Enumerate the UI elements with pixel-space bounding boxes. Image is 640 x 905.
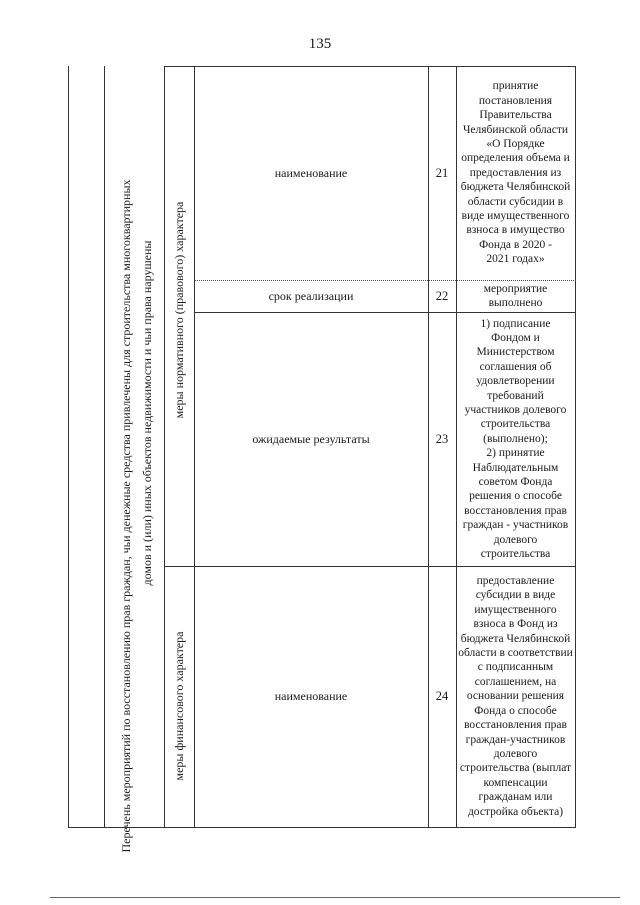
row-24-name: наименование [274, 689, 348, 703]
main-title-line1: Перечень мероприятий по восстановлению прав граждан, чьи денежные средства привлечены для строительства многоквартирных [119, 179, 133, 853]
row-24-description: предоставление субсидии в виде имущественного взноса в Фонд из бюджета Челябинской области в соответствии с подписанным соглашением, на основании решения Фонда о способе восстановления прав граждан-участников долевого строительства (выплат компенсации гражданам или достройка объекта) [458, 575, 573, 818]
row-24-number: 24 [435, 689, 449, 703]
measures-table [68, 66, 576, 853]
section-financial: меры финансового характера [172, 631, 186, 781]
row-23-name: ожидаемые результаты [252, 431, 370, 446]
main-title-line2: домов и (или) иных объектов недвижимости и чьи права нарушены [140, 240, 154, 586]
table-border-right [575, 66, 576, 828]
page-number: 135 [308, 36, 332, 52]
section-normative: меры нормативного (правового) характера [172, 201, 186, 419]
row-22-number: 22 [435, 288, 449, 303]
table-border-bottom [68, 827, 576, 828]
row-22-description: мероприятие выполнено [483, 282, 548, 309]
row-22-name: срок реализации [268, 288, 354, 303]
row-21-number: 21 [435, 165, 449, 180]
row-21-name: наименование [274, 165, 348, 180]
page-bottom-rule [50, 897, 620, 898]
row-23-number: 23 [435, 431, 449, 446]
table-border-left [68, 66, 69, 828]
row-21-description: принятие постановления Правительства Челябинской области «О Порядке определения объема и предоставления из бюджета Челябинской области субсидии в виде имущественного взноса в имущество Фонда в 2020 - 2021 годах» [460, 80, 571, 266]
row-23-description: 1) подписание Фондом и Министерством соглашения об удовлетворении требований участников долевого строительства (выполнено); 2) принятие Наблюдательным советом Фонда решения о способе восстановления прав граждан - участников долевого строительства [462, 317, 569, 561]
col-divider-1 [104, 66, 105, 828]
col-divider-2 [164, 66, 165, 828]
